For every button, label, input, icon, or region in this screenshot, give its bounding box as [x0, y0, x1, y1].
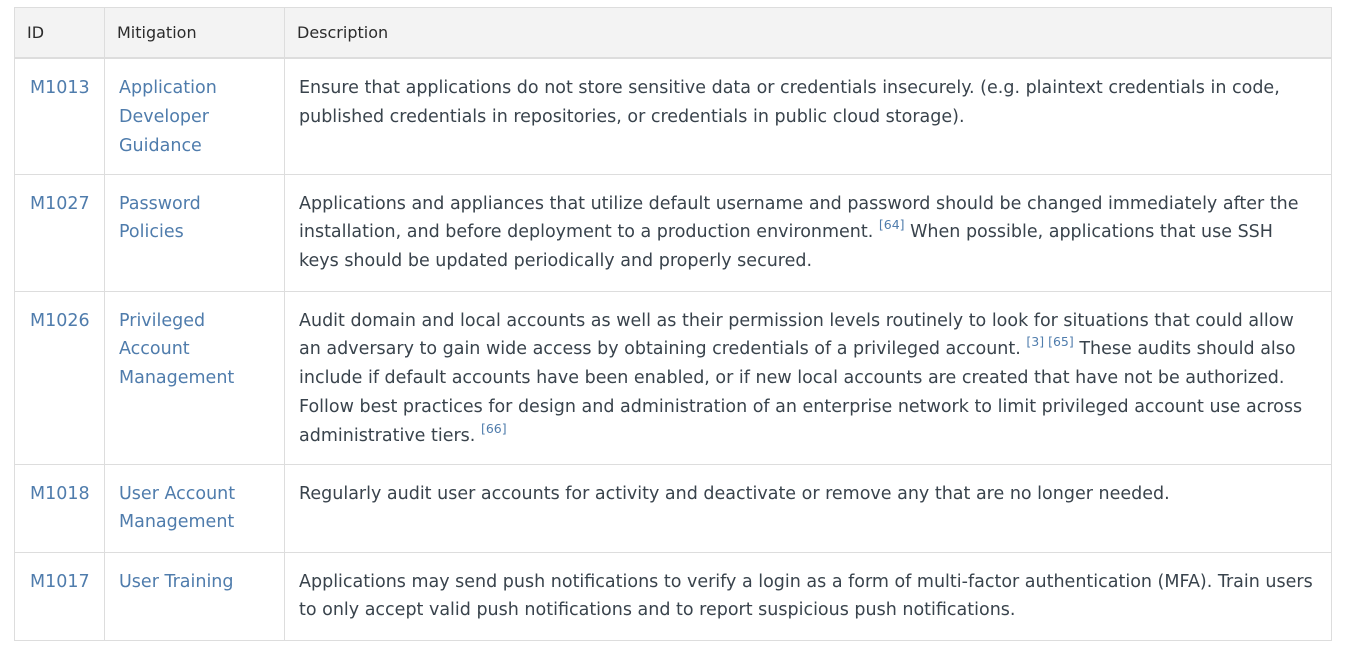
description-text: Applications may send push notifications to verify a login as a form of multi-factor authentication (MFA). Train users to only accept valid push notifications and to report suspicious push notifications. — [299, 571, 1313, 621]
description-cell — [285, 552, 1332, 640]
description-cell — [285, 291, 1332, 464]
reference-link[interactable]: [65] — [1048, 334, 1074, 350]
mitigation-id-link[interactable]: M1013 — [30, 78, 90, 98]
description-text: Regularly audit user accounts for activity and deactivate or remove any that are no longer needed. — [299, 483, 1170, 504]
mitigation-cell — [105, 58, 285, 174]
description-cell — [285, 464, 1332, 552]
table-row — [15, 291, 1332, 464]
table-row — [15, 464, 1332, 552]
mitigation-id-link[interactable]: M1018 — [30, 483, 90, 504]
mitigation-name-link[interactable]: User Training — [119, 571, 234, 592]
table-header-row — [15, 8, 1332, 59]
id-cell — [15, 552, 105, 640]
reference-link[interactable]: [66] — [480, 420, 507, 436]
reference-link[interactable]: [3] — [1026, 334, 1045, 350]
description-cell — [285, 58, 1332, 174]
mitigations-table-container — [14, 7, 1332, 641]
description-text: When possible, applications that use SSH keys should be updated periodically and properly secured. — [299, 222, 1273, 272]
reference-link[interactable]: [64] — [878, 217, 905, 233]
mitigation-id-link[interactable]: M1017 — [30, 571, 90, 592]
mitigation-name-link[interactable]: Application Developer Guidance — [119, 78, 217, 156]
mitigation-name-link[interactable]: Password Policies — [119, 193, 201, 243]
mitigation-id-link[interactable]: M1026 — [30, 310, 90, 331]
description-cell — [285, 174, 1332, 291]
id-cell — [15, 174, 105, 291]
mitigation-id-link[interactable]: M1027 — [30, 193, 90, 214]
description-text: These audits should also include if default accounts have been enabled, or if new local accounts are created that have not be authorized. Follow best practices for design and administration of an enterprise network to limit privileged account use across administrative tiers. — [299, 339, 1303, 446]
description-text: Audit domain and local accounts as well as their permission levels routinely to look for situations that could allow an adversary to gain wide access by obtaining credentials of a privileged account. — [299, 310, 1294, 360]
table-row — [15, 552, 1332, 640]
header-id: ID — [15, 8, 105, 59]
id-cell — [15, 58, 105, 174]
table-row — [15, 58, 1332, 174]
mitigation-cell — [105, 291, 285, 464]
id-cell — [15, 464, 105, 552]
description-text: Ensure that applications do not store sensitive data or credentials insecurely. (e.g. plaintext credentials in code, published credentials in repositories, or credentials in public cloud storage). — [299, 78, 1280, 127]
mitigations-table — [14, 7, 1332, 641]
header-description: Description — [285, 8, 1332, 59]
id-cell — [15, 291, 105, 464]
mitigation-cell — [105, 552, 285, 640]
table-row — [15, 174, 1332, 291]
mitigation-name-link[interactable]: Privileged Account Management — [119, 310, 235, 389]
mitigation-cell — [105, 174, 285, 291]
mitigation-name-link[interactable]: User Account Management — [119, 483, 236, 533]
description-text: Applications and appliances that utilize default username and password should be changed immediately after the installation, and before deployment to a production environment. — [299, 193, 1299, 243]
mitigation-cell — [105, 464, 285, 552]
header-mitigation: Mitigation — [105, 8, 285, 59]
